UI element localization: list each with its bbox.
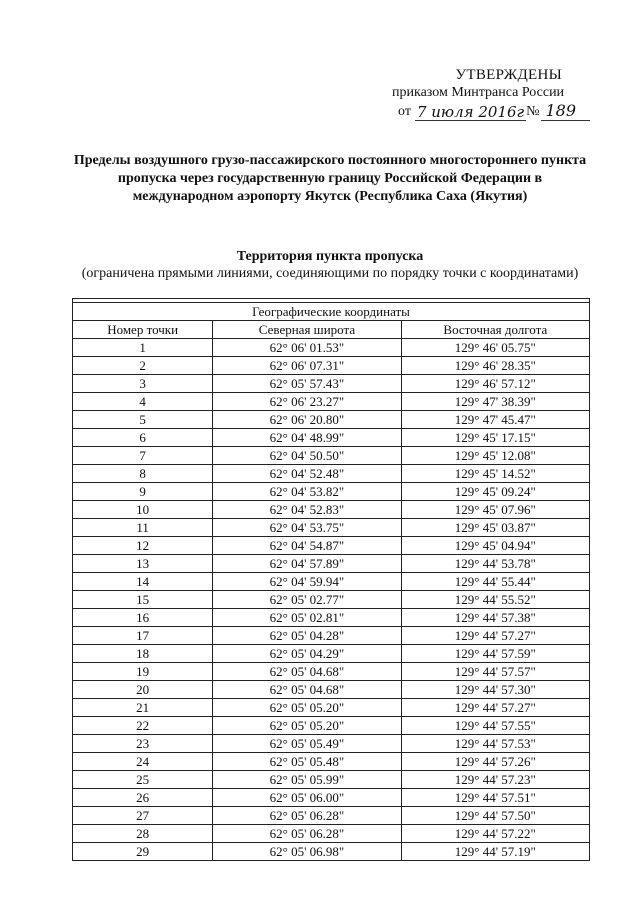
- latitude-cell: 62° 05' 06.28": [213, 825, 401, 843]
- point-number-cell: 11: [73, 519, 213, 537]
- table-row: [73, 627, 590, 645]
- latitude-cell: 62° 05' 06.28": [213, 807, 401, 825]
- point-number-cell: 2: [73, 357, 213, 375]
- longitude-cell: 129° 44' 57.57": [401, 663, 589, 681]
- longitude-cell: 129° 44' 57.27": [401, 699, 589, 717]
- latitude-cell: 62° 05' 05.20": [213, 699, 401, 717]
- latitude-cell: 62° 05' 04.28": [213, 627, 401, 645]
- longitude-cell: 129° 44' 53.78": [401, 555, 589, 573]
- longitude-cell: 129° 44' 57.23": [401, 771, 589, 789]
- document-heading: Пределы воздушного грузо-пассажирского постоянного многостороннего пункта пропуска через государственную границу Российской Федерации в международном аэропорту Якутск (Республика Саха (Якутия): [73, 153, 587, 204]
- latitude-cell: 62° 05' 06.00": [213, 789, 401, 807]
- latitude-cell: 62° 04' 53.82": [213, 483, 401, 501]
- number-prefix: №: [526, 104, 540, 119]
- latitude-cell: 62° 04' 59.94": [213, 573, 401, 591]
- latitude-cell: 62° 05' 05.99": [213, 771, 401, 789]
- table-row: [73, 483, 590, 501]
- table-row: [73, 429, 590, 447]
- point-number-cell: 3: [73, 375, 213, 393]
- table-row: [73, 411, 590, 429]
- table-row: [73, 465, 590, 483]
- table-row: [73, 645, 590, 663]
- latitude-cell: 62° 05' 04.29": [213, 645, 401, 663]
- point-number-cell: 20: [73, 681, 213, 699]
- point-number-cell: 16: [73, 609, 213, 627]
- point-number-cell: 4: [73, 393, 213, 411]
- table-row: [73, 519, 590, 537]
- longitude-cell: 129° 47' 45.47": [401, 411, 589, 429]
- longitude-cell: 129° 44' 57.27": [401, 627, 589, 645]
- table-row: [73, 699, 590, 717]
- table-row: [73, 825, 590, 843]
- point-number-cell: 22: [73, 717, 213, 735]
- longitude-cell: 129° 45' 09.24": [401, 483, 589, 501]
- longitude-cell: 129° 45' 14.52": [401, 465, 589, 483]
- longitude-cell: 129° 44' 57.50": [401, 807, 589, 825]
- point-number-cell: 29: [73, 843, 213, 861]
- longitude-cell: 129° 44' 57.22": [401, 825, 589, 843]
- table-row: [73, 717, 590, 735]
- point-number-cell: 7: [73, 447, 213, 465]
- point-number-cell: 23: [73, 735, 213, 753]
- point-number-cell: 6: [73, 429, 213, 447]
- latitude-cell: 62° 04' 52.48": [213, 465, 401, 483]
- latitude-cell: 62° 04' 50.50": [213, 447, 401, 465]
- column-header-point: Номер точки: [73, 321, 213, 339]
- table-row: [73, 807, 590, 825]
- latitude-cell: 62° 05' 05.49": [213, 735, 401, 753]
- latitude-cell: 62° 06' 23.27": [213, 393, 401, 411]
- latitude-cell: 62° 04' 57.89": [213, 555, 401, 573]
- point-number-cell: 27: [73, 807, 213, 825]
- territory-subtitle: (ограничена прямыми линиями, соединяющими по порядку точки с координатами): [81, 266, 579, 281]
- point-number-cell: 9: [73, 483, 213, 501]
- table-row: [73, 609, 590, 627]
- point-number-cell: 18: [73, 645, 213, 663]
- latitude-cell: 62° 06' 07.31": [213, 357, 401, 375]
- latitude-cell: 62° 06' 01.53": [213, 339, 401, 357]
- group-header: Географические координаты: [73, 303, 590, 321]
- table-row: [73, 735, 590, 753]
- table-row: [73, 771, 590, 789]
- table-row: [73, 573, 590, 591]
- approval-block: [390, 66, 600, 121]
- territory-title: Территория пункта пропуска: [236, 249, 424, 264]
- longitude-cell: 129° 44' 57.30": [401, 681, 589, 699]
- latitude-cell: 62° 05' 57.43": [213, 375, 401, 393]
- column-header-longitude: Восточная долгота: [401, 321, 589, 339]
- coordinates-table: [72, 298, 590, 861]
- latitude-cell: 62° 05' 02.77": [213, 591, 401, 609]
- longitude-cell: 129° 44' 57.38": [401, 609, 589, 627]
- latitude-cell: 62° 06' 20.80": [213, 411, 401, 429]
- longitude-cell: 129° 44' 57.59": [401, 645, 589, 663]
- point-number-cell: 24: [73, 753, 213, 771]
- longitude-cell: 129° 47' 38.39": [401, 393, 589, 411]
- latitude-cell: 62° 05' 02.81": [213, 609, 401, 627]
- longitude-cell: 129° 46' 05.75": [401, 339, 589, 357]
- latitude-cell: 62° 05' 05.48": [213, 753, 401, 771]
- longitude-cell: 129° 45' 17.15": [401, 429, 589, 447]
- longitude-cell: 129° 44' 55.52": [401, 591, 589, 609]
- point-number-cell: 5: [73, 411, 213, 429]
- latitude-cell: 62° 05' 04.68": [213, 663, 401, 681]
- point-number-cell: 26: [73, 789, 213, 807]
- latitude-cell: 62° 05' 04.68": [213, 681, 401, 699]
- date-prefix: от: [398, 104, 411, 119]
- latitude-cell: 62° 04' 54.87": [213, 537, 401, 555]
- point-number-cell: 17: [73, 627, 213, 645]
- point-number-cell: 13: [73, 555, 213, 573]
- longitude-cell: 129° 44' 57.53": [401, 735, 589, 753]
- table-row: [73, 843, 590, 861]
- latitude-cell: 62° 04' 48.99": [213, 429, 401, 447]
- latitude-cell: 62° 05' 05.20": [213, 717, 401, 735]
- point-number-cell: 25: [73, 771, 213, 789]
- longitude-cell: 129° 44' 57.19": [401, 843, 589, 861]
- point-number-cell: 1: [73, 339, 213, 357]
- approval-order: приказом Минтранса России: [392, 85, 565, 100]
- longitude-cell: 129° 44' 57.51": [401, 789, 589, 807]
- column-header-latitude: Северная широта: [213, 321, 401, 339]
- latitude-cell: 62° 04' 53.75": [213, 519, 401, 537]
- table-row: [73, 357, 590, 375]
- longitude-cell: 129° 46' 57.12": [401, 375, 589, 393]
- table-row: [73, 753, 590, 771]
- point-number-cell: 21: [73, 699, 213, 717]
- approval-dateline: [390, 102, 600, 121]
- territory-block: [40, 248, 620, 282]
- table-row: [73, 375, 590, 393]
- table-row: [73, 339, 590, 357]
- longitude-cell: 129° 44' 57.55": [401, 717, 589, 735]
- longitude-cell: 129° 46' 28.35": [401, 357, 589, 375]
- longitude-cell: 129° 44' 57.26": [401, 753, 589, 771]
- table-row: [73, 555, 590, 573]
- handwritten-number: 189: [541, 102, 590, 121]
- longitude-cell: 129° 45' 07.96": [401, 501, 589, 519]
- table-row: [73, 393, 590, 411]
- table-row: [73, 591, 590, 609]
- longitude-cell: 129° 45' 12.08": [401, 447, 589, 465]
- latitude-cell: 62° 04' 52.83": [213, 501, 401, 519]
- longitude-cell: 129° 44' 55.44": [401, 573, 589, 591]
- table-row: [73, 789, 590, 807]
- point-number-cell: 19: [73, 663, 213, 681]
- point-number-cell: 10: [73, 501, 213, 519]
- point-number-cell: 15: [73, 591, 213, 609]
- handwritten-date: 7 июля 2016г: [416, 103, 525, 121]
- table-row: [73, 501, 590, 519]
- point-number-cell: 8: [73, 465, 213, 483]
- point-number-cell: 12: [73, 537, 213, 555]
- table-row: [73, 663, 590, 681]
- point-number-cell: 14: [73, 573, 213, 591]
- latitude-cell: 62° 05' 06.98": [213, 843, 401, 861]
- table-row: [73, 537, 590, 555]
- table-row: [73, 681, 590, 699]
- approval-title: УТВЕРЖДЕНЫ: [455, 67, 562, 83]
- table-row: [73, 447, 590, 465]
- longitude-cell: 129° 45' 04.94": [401, 537, 589, 555]
- longitude-cell: 129° 45' 03.87": [401, 519, 589, 537]
- point-number-cell: 28: [73, 825, 213, 843]
